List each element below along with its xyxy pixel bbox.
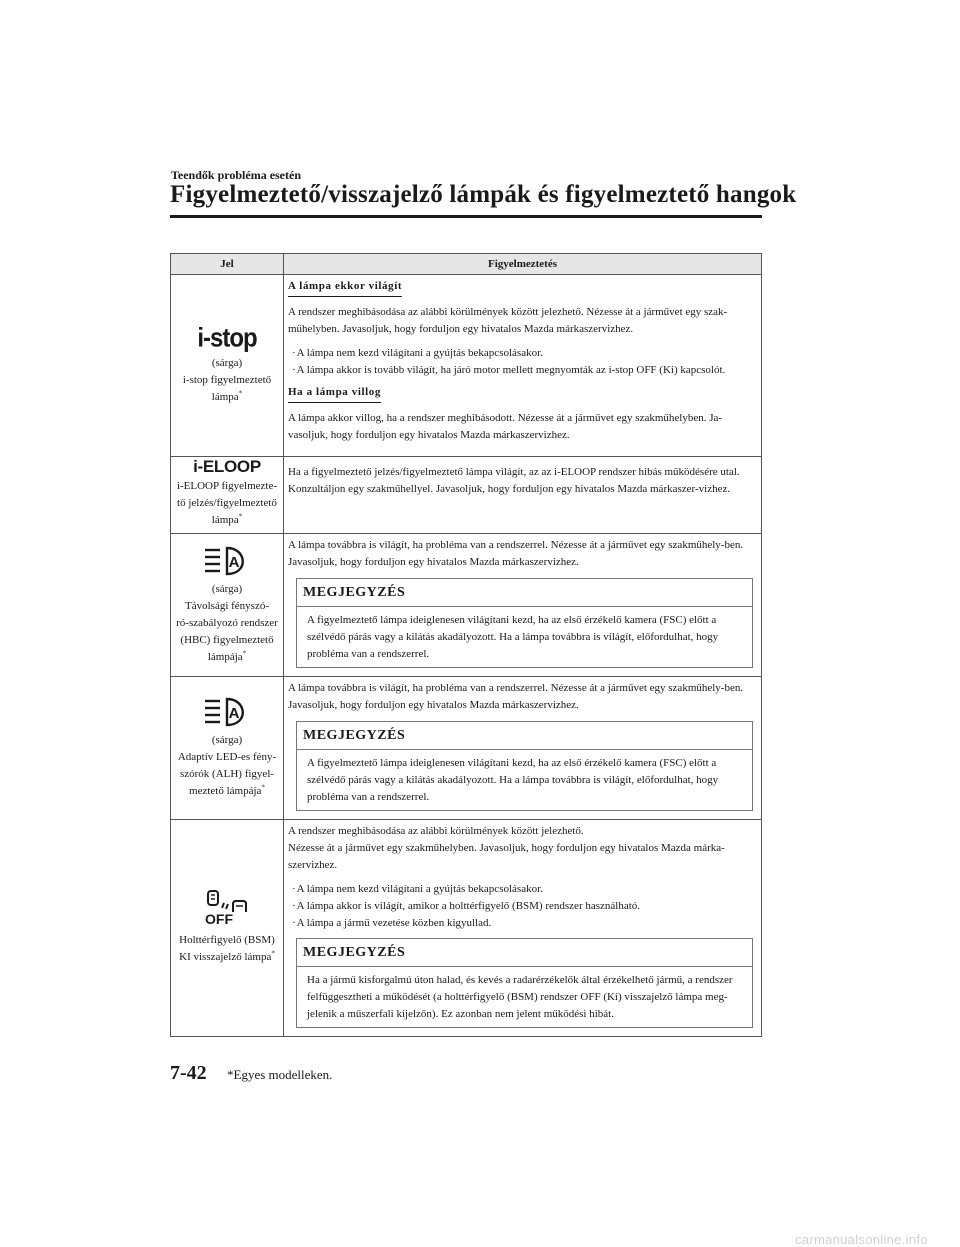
warning-paragraph: Ha a figyelmeztető jelzés/figyelmeztető lámpa világít, az az i-ELOOP rendszer hibás működésére utal. Konzultáljon egy szakműhellyel. Javasoljuk, hogy forduljon egy hivatalos Mazda márkaszer-vizhez. <box>288 466 740 495</box>
note-title: MEGJEGYZÉS <box>297 722 752 750</box>
bsm-off-icon <box>204 890 250 926</box>
page-number: 7-42 <box>170 1062 207 1084</box>
symbol-cell <box>171 275 284 457</box>
note-text: A figyelmeztető lámpa ideiglenesen világítani kezd, ha az első érzékelő kamera (FSC) előtt a szélvédő párás vagy a kilátás akadályozott. Ha a lámpa továbbra is világít, előfordulhat, hogy probléma van a rendszerrel. <box>307 757 719 803</box>
symbol-label-line: meztető lámpája* <box>189 783 265 797</box>
warning-paragraph: A lámpa akkor villog, ha a rendszer meghibásodott. Nézesse át a járművet egy szakműhelyben. Ja-vasoljuk, hogy forduljon egy hivatalos Mazda márkaszervizhez. <box>288 412 723 441</box>
bullet-list <box>288 881 755 932</box>
auto-high-beam-icon <box>203 545 251 577</box>
symbol-label-line: lámpa* <box>211 388 243 403</box>
table-row <box>171 677 762 820</box>
warning-cell <box>284 457 762 534</box>
warning-paragraph: A rendszer meghibásodása az alábbi körülmények között jelezhető. Nézesse át a járművet egy szak-műhelyben. Javasoljuk, hogy forduljon egy hivatalos Mazda márkaszervizhez. <box>288 306 728 335</box>
symbol-label-line: KI visszajelző lámpa* <box>179 949 275 963</box>
symbol-label-line: Adaptív LED-es fény- <box>177 751 277 763</box>
ieloop-warning-icon: i-ELOOP <box>193 457 261 476</box>
adaptive-headlight-icon <box>203 696 251 728</box>
symbol-cell <box>171 457 284 534</box>
symbol-label-line: (sárga) <box>211 734 243 746</box>
symbol-label-line: ró-szabályozó rendszer <box>176 616 278 629</box>
symbol-cell <box>171 820 284 1037</box>
watermark: carmanualsonline.info <box>795 1232 928 1247</box>
subheading-lamp-flashing: Ha a lámpa villog <box>288 384 381 403</box>
column-header-symbol: Jel <box>171 254 284 275</box>
table-row <box>171 820 762 1037</box>
warning-cell <box>284 820 762 1037</box>
symbol-label-line: (sárga) <box>211 356 243 369</box>
symbol-label-line: lámpa* <box>211 512 243 526</box>
bullet-list <box>288 345 755 379</box>
symbol-label-line: lámpája* <box>207 648 247 663</box>
symbol-label-line: Távolsági fényszó- <box>185 599 269 612</box>
warning-table <box>170 253 762 1037</box>
symbol-label-line: tő jelzés/figyelmeztető <box>177 497 277 509</box>
note-box <box>296 721 753 811</box>
table-header-row <box>171 254 762 275</box>
warning-paragraph: A lámpa továbbra is világít, ha probléma van a rendszerrel. Nézesse át a járművet egy szakműhely-ben. Javasoljuk, hogy forduljon egy hivatalos Mazda márkaszervizhez. <box>288 682 744 711</box>
warning-cell <box>284 534 762 677</box>
warning-cell <box>284 677 762 820</box>
list-item: · A lámpa akkor is tovább világít, ha járó motor mellett megnyomták az i-stop OFF (Ki) kapcsolót. <box>292 362 755 379</box>
symbol-label-line: (sárga) <box>211 582 243 595</box>
symbol-cell <box>171 534 284 677</box>
column-header-warning: Figyelmeztetés <box>284 254 762 275</box>
table-row <box>171 534 762 677</box>
warning-paragraph: A rendszer meghibásodása az alábbi körülmények között jelezhető. <box>288 825 584 837</box>
symbol-label-line: i-ELOOP figyelmezte- <box>176 480 278 492</box>
symbol-label-line: (HBC) figyelmeztető <box>180 633 274 646</box>
note-box <box>296 938 753 1028</box>
svg-text:A: A <box>228 705 240 722</box>
symbol-label-line: Holttérfigyelő (BSM) <box>179 934 275 946</box>
warning-cell <box>284 275 762 457</box>
note-title: MEGJEGYZÉS <box>297 579 752 607</box>
note-text: Ha a jármű kisforgalmú úton halad, és kevés a radarérzékelők által érzékelhető jármű, a rendszer felfüggesztheti a működését (a holttérfigyelő (BSM) rendszer OFF (Ki) visszajelző lámpa meg-jelenik a műszerfali kijelzőn). Ez azonban nem jelent működési hibát. <box>307 974 733 1020</box>
istop-warning-icon: i-stop <box>197 323 257 353</box>
note-title: MEGJEGYZÉS <box>297 939 752 967</box>
list-item: · A lámpa akkor is világít, amikor a holttérfigyelő (BSM) rendszer használható. <box>292 898 755 915</box>
list-item: · A lámpa a jármű vezetése közben kigyullad. <box>292 915 755 932</box>
table-row <box>171 275 762 457</box>
symbol-cell <box>171 677 284 820</box>
warning-paragraph: Nézesse át a járművet egy szakműhelyben. Javasoljuk, hogy forduljon egy hivatalos Mazda márka-szervizhez. <box>288 842 725 871</box>
page-title: Figyelmeztető/visszajelző lámpák és figyelmeztető hangok <box>170 181 797 208</box>
svg-text:OFF: OFF <box>205 911 233 926</box>
warning-paragraph: A lámpa továbbra is világít, ha probléma van a rendszerrel. Nézesse át a járművet egy szakműhely-ben. Javasoljuk, hogy forduljon egy hivatalos Mazda márkaszervizhez. <box>288 539 744 568</box>
symbol-label-line: i-stop figyelmeztető <box>182 373 272 386</box>
note-box <box>296 578 753 668</box>
list-item: · A lámpa nem kezd világítani a gyújtás bekapcsolásakor. <box>292 881 755 898</box>
subheading-lamp-on: A lámpa ekkor világít <box>288 278 402 297</box>
section-label: Teendők probléma esetén <box>171 168 302 182</box>
svg-text:A: A <box>228 553 240 571</box>
title-rule <box>170 215 762 218</box>
table-row <box>171 457 762 534</box>
symbol-label-line: szórók (ALH) figyel- <box>179 768 275 780</box>
list-item: · A lámpa nem kezd világítani a gyújtás bekapcsolásakor. <box>292 345 755 362</box>
footnote: *Egyes modelleken. <box>227 1067 333 1082</box>
note-text: A figyelmeztető lámpa ideiglenesen világítani kezd, ha az első érzékelő kamera (FSC) előtt a szélvédő párás vagy a kilátás akadályozott. Ha a lámpa továbbra is világít, előfordulhat, hogy probléma van a rendszerrel. <box>307 614 719 660</box>
